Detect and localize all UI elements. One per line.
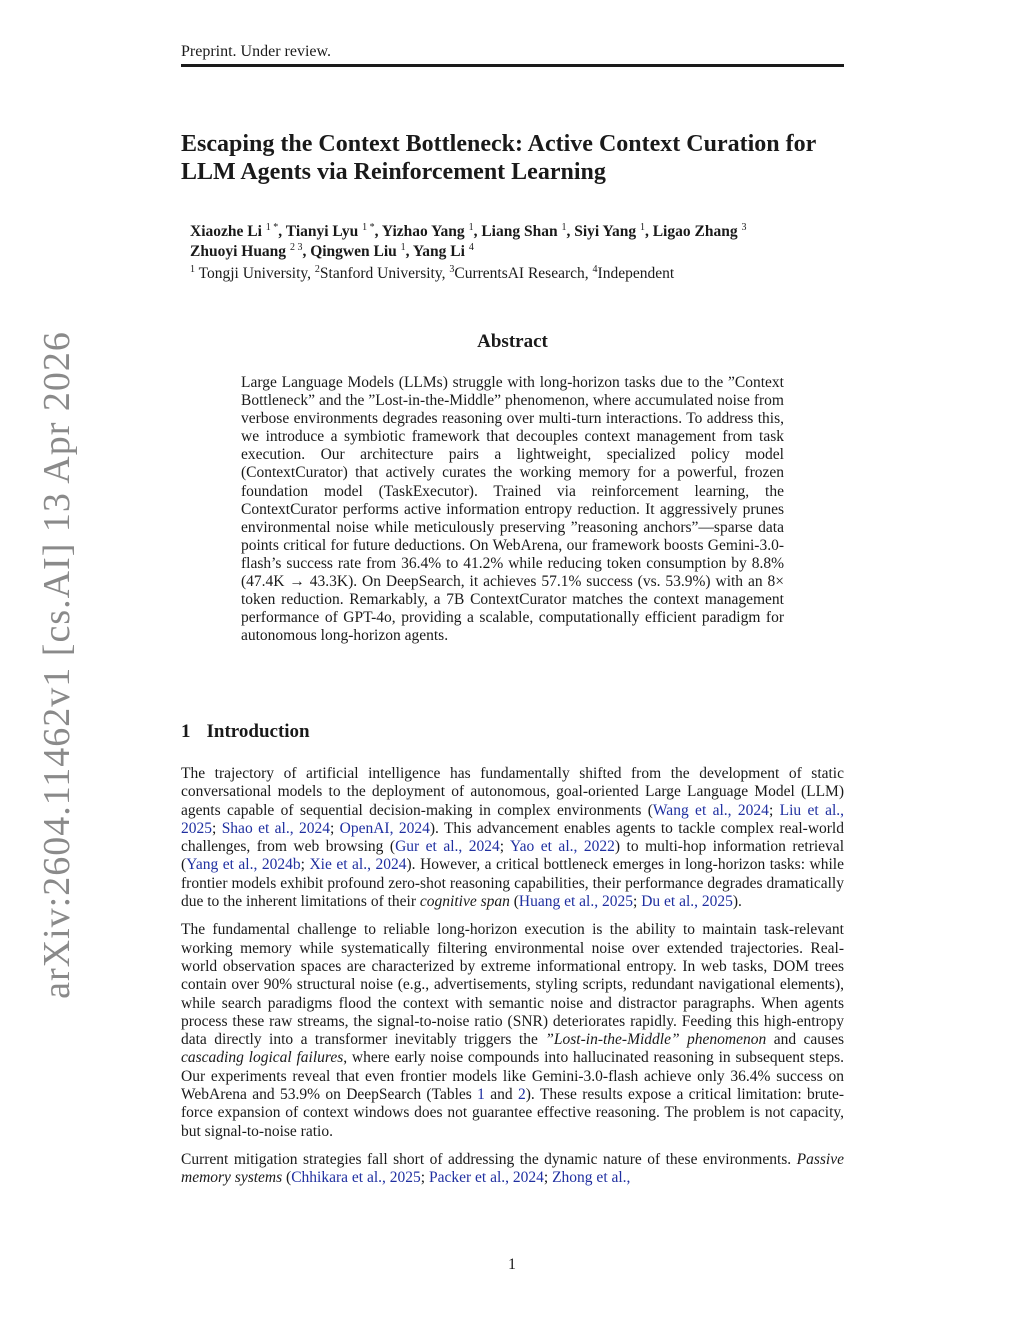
citation-link[interactable]: Du et al., 2025: [641, 893, 733, 911]
emphasis-text: Passive memory systems: [181, 1150, 844, 1187]
text-run: ;: [499, 838, 510, 856]
body-paragraph: [181, 765, 844, 911]
citation-link[interactable]: Huang et al., 2025: [518, 893, 633, 911]
author-affiliation-mark: 1: [639, 221, 645, 233]
affiliation-list: $^1$ Tongji University, $^2$Stanford University, $^3$CurrentsAI Research, $^4$Independent: [190, 263, 675, 282]
abstract-text: Large Language Models (LLMs) struggle with long-horizon tasks due to the ”Context Bottleneck” and the ”Lost-in-the-Middle” phenomenon, where accumulated noise from verbose environments degrades reasoning over multi-turn interactions. To address this, we introduce a symbiotic framework that decouples context management from task execution. Our architecture pairs a lightweight, specialized policy model (ContextCurator) that actively curates the working memory for a powerful, frozen foundation model (TaskExecutor). Trained via reinforcement learning, the ContextCurator performs active information entropy reduction. It aggressively prunes environmental noise while meticulously preserving ”reasoning anchors”—sparse data points critical for future deductions. On WebArena, our framework boosts Gemini-3.0-flash’s success rate from 36.4% to 41.2% while reducing token consumption by 8.8% (47.4K → 43.3K). On DeepSearch, it achieves 57.1% success (vs. 53.9%) with an 8× token reduction. Remarkably, a 7B ContextCurator matches the context management performance of GPT-4o, providing a scalable, computationally efficient paradigm for autonomous long-horizon agents.: [241, 374, 784, 645]
affiliation-mark: 1: [190, 263, 195, 275]
citation-link[interactable]: Liu et al., 2025: [181, 801, 845, 837]
text-run: ). However, a critical bottleneck emerges in long-horizon tasks: while frontier models exhibit profound zero-shot reasoning capabilities, their performance degrades dramatically due to the inherent limitations of their: [181, 856, 844, 911]
text-run: (: [282, 1169, 292, 1187]
author-name: Yizhao Yang: [381, 223, 465, 240]
author-name: Yang Li: [412, 243, 465, 260]
author-affiliation-mark: 1: [400, 241, 406, 253]
citation-link[interactable]: OpenAI, 2024: [339, 819, 430, 837]
author-affiliation-mark: 1 *: [265, 221, 279, 233]
text-run: Current mitigation strategies fall short of addressing the dynamic nature of these environments.: [181, 1150, 797, 1168]
citation-link[interactable]: Packer et al., 2024: [428, 1169, 544, 1187]
text-run: ).: [732, 893, 742, 911]
citation-link[interactable]: 1: [477, 1086, 485, 1104]
emphasis-text: cascading logical failures: [181, 1049, 344, 1067]
affiliation-name: CurrentsAI Research: [454, 265, 585, 282]
emphasis-text: cognitive span: [419, 893, 510, 911]
author-name: Liang Shan: [481, 223, 558, 240]
text-run: ;: [768, 801, 780, 819]
author-affiliation-mark: 1: [561, 221, 567, 233]
header-rule: [181, 64, 844, 67]
author-affiliation-mark: 4: [468, 241, 474, 253]
text-run: The trajectory of artificial intelligence has fundamentally shifted from the development of static conversational models to the deployment of autonomous, goal-oriented Large Language Model (LLM) agents capable of sequential decision-making in complex environments (: [181, 765, 844, 819]
citation-link[interactable]: Yang et al., 2024b: [186, 856, 301, 874]
author-name: Tianyi Lyu: [285, 223, 359, 240]
citation-link[interactable]: 2: [518, 1086, 526, 1104]
author-affiliation-mark: 2 3: [289, 241, 303, 253]
text-run: and causes: [766, 1031, 844, 1049]
emphasis-text: ”Lost-in-the-Middle” phenomenon: [545, 1031, 767, 1049]
author-name: Qingwen Liu: [310, 243, 397, 260]
text-run: The fundamental challenge to reliable long-horizon execution is the ability to maintain task-relevant working memory while systematically filtering environmental noise over extended trajectories. Real-world observation spaces are characterized by extreme informational entropy. In web tasks, DOM trees contain over 90% structural noise (e.g., advertisements, styling scripts, redundant navigational elements), while search paradigms flood the context with semantic noise and distractor paragraphs. When agents process these raw streams, the signal-to-noise ratio (SNR) deteriorates rapidly. Feeding this high-entropy data directly into a transformer inevitably triggers the: [181, 921, 844, 1049]
body-paragraph: [181, 921, 844, 1141]
text-run: ;: [543, 1169, 553, 1187]
body-paragraph: [181, 1151, 844, 1188]
author-name: Siyi Yang: [574, 223, 637, 240]
text-run: ;: [420, 1169, 429, 1187]
author-affiliation-mark: 1: [468, 221, 474, 233]
section-heading: [181, 721, 310, 743]
citation-link[interactable]: Yao et al., 2022: [510, 838, 615, 856]
section-title: Introduction: [206, 721, 310, 742]
text-run: ). This advancement enables agents to tackle complex real-world challenges, from web browsing (: [181, 819, 844, 856]
text-run: , where early noise compounds into hallucinated reasoning in subsequent steps. Our experiments reveal that even frontier models like Gemini-3.0-flash achieve only 36.4% success on WebArena and 53.9% on DeepSearch (Tables: [181, 1049, 844, 1104]
affiliation-mark: 4: [592, 263, 598, 275]
affiliation-name: Stanford University: [319, 265, 442, 282]
citation-link[interactable]: Gur et al., 2024: [395, 838, 500, 856]
running-header: Preprint. Under review.: [181, 43, 332, 60]
affiliation-name: Tongji University: [198, 265, 308, 282]
citation-link[interactable]: Xie et al., 2024: [309, 856, 407, 874]
author-list: Xiaozhe Li $^{1 *}$, Tianyi Lyu $^{1 *}$, Yizhao Yang $^1$, Liang Shan $^1$, Siyi Yang $^1$, Ligao Zhang $^3$ Zhuoyi Huang $^{2 3}$, Qingwen Liu $^1$, Yang Li $^4$: [190, 221, 747, 260]
affiliation-mark: 3: [449, 263, 455, 275]
author-name: Ligao Zhang: [652, 223, 738, 240]
author-name: Zhuoyi Huang: [190, 243, 287, 260]
author-name: Xiaozhe Li: [190, 223, 262, 240]
citation-link[interactable]: Zhong et al.,: [552, 1169, 631, 1187]
arxiv-identifier: arXiv:2604.11462v1 [cs.AI] 13 Apr 2026: [36, 331, 78, 999]
text-run: (: [509, 893, 519, 911]
text-run: ;: [300, 856, 310, 874]
author-affiliation-mark: 1 *: [362, 221, 375, 233]
paper-title: Escaping the Context Bottleneck: Active Context Curation for LLM Agents via Reinforcement Learning: [181, 131, 816, 185]
body-text: [181, 765, 844, 1198]
text-run: ). These results expose a critical limitation: brute-force expansion of context windows does not guarantee effective reasoning. The problem is not capacity, but signal-to-noise ratio.: [181, 1086, 844, 1140]
citation-link[interactable]: Shao et al., 2024: [221, 819, 330, 837]
page-number: 1: [508, 1256, 516, 1273]
citation-link[interactable]: Wang et al., 2024: [652, 801, 769, 819]
section-number: 1: [181, 721, 191, 742]
text-run: ;: [633, 893, 642, 911]
affiliation-name: Independent: [597, 265, 675, 282]
abstract-heading: Abstract: [477, 331, 548, 352]
text-run: ;: [329, 819, 340, 837]
citation-link[interactable]: Chhikara et al., 2025: [291, 1169, 421, 1187]
text-run: and: [484, 1086, 519, 1104]
text-run: ;: [212, 819, 222, 837]
author-affiliation-mark: 3: [741, 221, 747, 233]
affiliation-mark: 2: [314, 263, 320, 275]
text-run: ) to multi-hop information retrieval (: [181, 838, 844, 874]
